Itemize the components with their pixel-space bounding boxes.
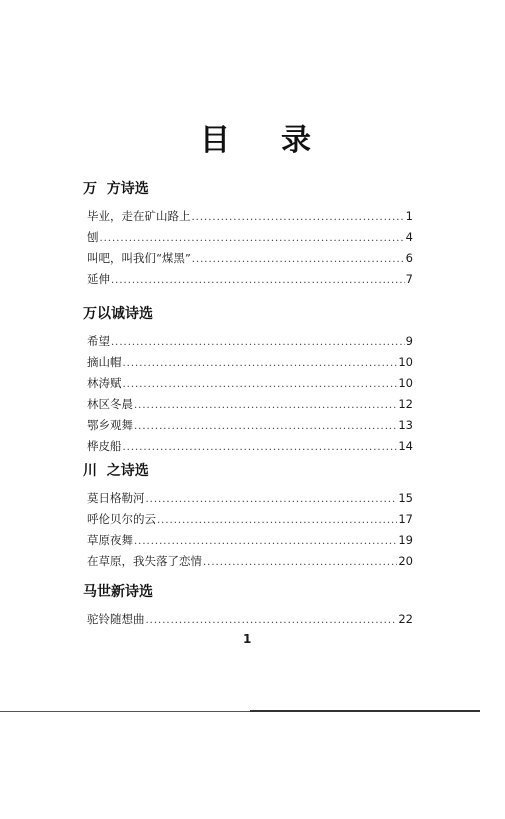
- toc-entry-page: 4: [405, 230, 413, 244]
- toc-section-wanyicheng: [83, 305, 413, 457]
- toc-leader-dots: [192, 249, 405, 270]
- toc-entry-title: 呼伦贝尔的云: [87, 512, 156, 526]
- toc-entry-title: 刨: [87, 230, 99, 244]
- toc-entry[interactable]: [87, 551, 413, 572]
- toc-leader-dots: [111, 270, 405, 291]
- toc-entry[interactable]: [87, 227, 413, 248]
- toc-entry-page: 10: [398, 376, 413, 390]
- toc-leader-dots: [146, 489, 398, 510]
- toc-entry-page: 12: [398, 397, 413, 411]
- toc-leader-dots: [134, 416, 397, 437]
- toc-entry[interactable]: [87, 394, 413, 415]
- toc-entry[interactable]: [87, 530, 413, 551]
- toc-leader-dots: [134, 531, 397, 552]
- toc-leader-dots: [123, 437, 398, 458]
- page-number: 1: [243, 632, 252, 646]
- toc-entry[interactable]: [87, 206, 413, 227]
- section-heading: 万 方诗选: [83, 181, 149, 197]
- toc-entry-title: 在草原，我失落了恋情: [87, 554, 202, 568]
- toc-leader-dots: [146, 610, 398, 631]
- toc-leader-dots: [111, 332, 405, 353]
- toc-entry-page: 10: [398, 355, 413, 369]
- toc-leader-dots: [157, 510, 397, 531]
- toc-entry[interactable]: [87, 269, 413, 290]
- section-heading: 万以诚诗选: [83, 306, 153, 322]
- toc-leader-dots: [123, 374, 398, 395]
- toc-entry-page: 13: [398, 418, 413, 432]
- toc-entry-title: 毕业，走在矿山路上: [87, 209, 191, 223]
- toc-leader-dots: [134, 395, 397, 416]
- toc-entry-page: 6: [405, 251, 413, 265]
- toc-entry-page: 22: [398, 612, 413, 626]
- toc-entry[interactable]: [87, 248, 413, 269]
- toc-entry[interactable]: [87, 373, 413, 394]
- toc-entry-title: 鄂乡观舞: [87, 418, 133, 432]
- toc-entry-title: 摘山帽: [87, 355, 122, 369]
- bottom-rule-thick: [250, 710, 480, 712]
- toc-leader-dots: [123, 353, 398, 374]
- toc-entry-page: 17: [398, 512, 413, 526]
- title-char-mu: 目: [200, 123, 230, 158]
- toc-entry-title: 桦皮船: [87, 439, 122, 453]
- toc-section-wanfang: [83, 180, 413, 290]
- toc-entry[interactable]: [87, 436, 413, 457]
- section-heading: 川 之诗选: [83, 463, 149, 479]
- section-heading: 马世新诗选: [83, 584, 153, 600]
- toc-entry[interactable]: [87, 509, 413, 530]
- title-char-lu: 录: [281, 123, 311, 158]
- toc-entry-title: 林涛赋: [87, 376, 122, 390]
- toc-entry-title: 希望: [87, 334, 110, 348]
- toc-entry-title: 林区冬晨: [87, 397, 133, 411]
- toc-entry[interactable]: [87, 609, 413, 630]
- toc-leader-dots: [192, 207, 405, 228]
- toc-entry[interactable]: [87, 415, 413, 436]
- toc-entry-title: 草原夜舞: [87, 533, 133, 547]
- toc-entry[interactable]: [87, 352, 413, 373]
- toc-entry[interactable]: [87, 331, 413, 352]
- toc-entry-title: 莫日格勒河: [87, 491, 145, 505]
- toc-entry[interactable]: [87, 488, 413, 509]
- toc-entry-page: 9: [405, 334, 413, 348]
- toc-entry-page: 7: [405, 272, 413, 286]
- toc-entry-title: 驼铃随想曲: [87, 612, 145, 626]
- toc-leader-dots: [203, 552, 397, 573]
- toc-entry-page: 20: [398, 554, 413, 568]
- toc-section-chuanzhi: [83, 462, 413, 572]
- toc-entry-page: 19: [398, 533, 413, 547]
- toc-entry-page: 14: [398, 439, 413, 453]
- page-title: [0, 122, 505, 162]
- toc-entry-page: 15: [398, 491, 413, 505]
- toc-entry-page: 1: [405, 209, 413, 223]
- toc-leader-dots: [100, 228, 405, 249]
- toc-section-mashixin: [83, 583, 413, 630]
- toc-entry-title: 叫吧，叫我们“煤黑”: [87, 251, 191, 265]
- toc-entry-title: 延伸: [87, 272, 110, 286]
